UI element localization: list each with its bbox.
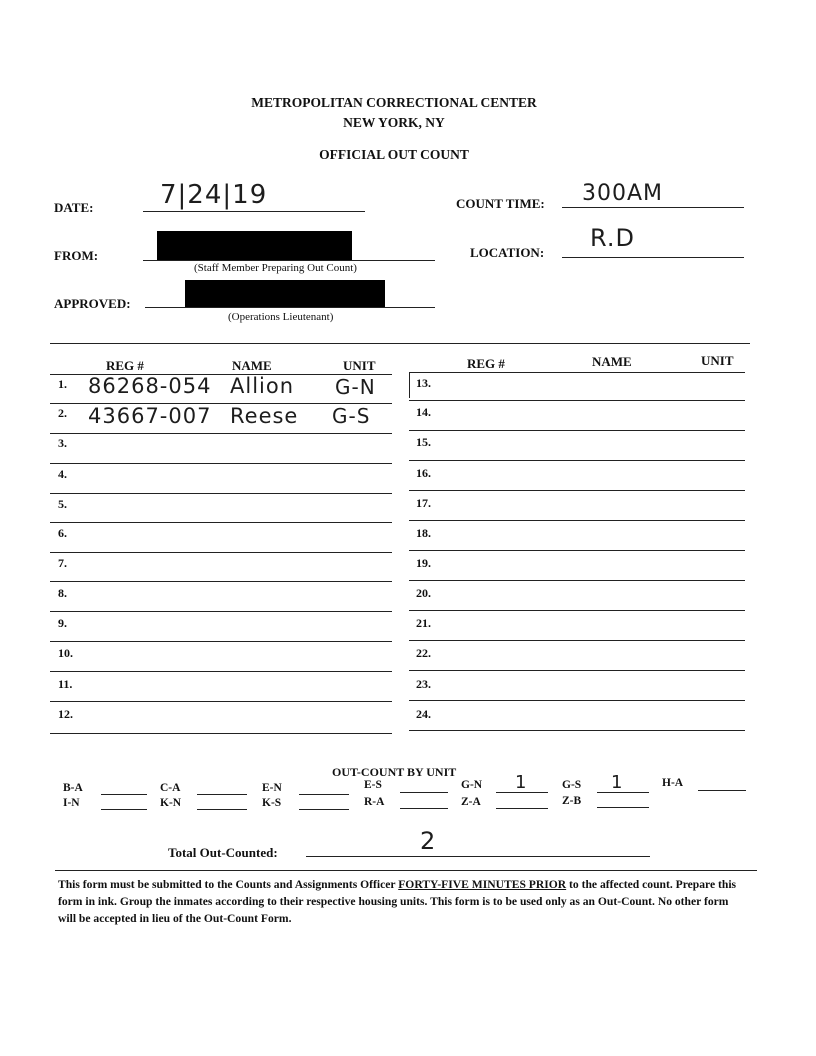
row-line [409,372,745,373]
row-line [409,460,745,461]
row-number: 6. [58,526,67,540]
unit-blank [597,792,649,793]
row-line [50,493,392,494]
redacted-staff-name [157,231,352,261]
unit-blank [197,794,247,795]
row-number: 2. [58,406,67,420]
row-line [50,522,392,523]
row-number: 5. [58,497,67,511]
unit-blank [299,794,349,795]
facility-city: NEW YORK, NY [343,115,445,130]
row-line [409,580,745,581]
outcount-title: OUT-COUNT BY UNIT [332,765,457,779]
total-line [306,856,650,857]
unit-header-left: UNIT [343,358,376,373]
row-line [409,610,745,611]
row-line [50,641,392,642]
unit-label: E-S [364,779,382,791]
row-line [409,400,745,401]
unit-blank [197,809,247,810]
count-time-label: COUNT TIME: [456,196,545,211]
row-line [409,490,745,491]
row-number: 22. [416,646,431,660]
row-line [409,550,745,551]
unit-blank [101,794,147,795]
location-value: R.D [590,224,635,252]
footer-text-2: to the affected count. Prepare this form in ink. Group the inmates according to their respective housing units. This form is to be used only as an Out-Count. No other form will be accepted in lieu of the Out-Count Form. [58,878,737,925]
row-number: 17. [416,496,431,510]
row-number: 19. [416,556,431,570]
unit-header-right: UNIT [701,353,734,368]
redacted-lieutenant-name [185,280,385,308]
row-number: 10. [58,646,73,660]
date-label: DATE: [54,200,94,215]
row-number: 11. [58,677,73,691]
unit-label: Z-B [562,795,582,807]
unit-label: I-N [63,797,80,809]
row-name: Reese [230,404,299,428]
unit-value: 1 [515,772,528,793]
row-line [50,463,392,464]
footer-rule [55,870,757,871]
unit-blank [496,792,548,793]
row-number: 23. [416,677,431,691]
approved-caption: (Operations Lieutenant) [228,311,334,323]
row-number: 14. [416,405,431,419]
unit-blank [400,792,448,793]
unit-label: E-N [262,782,282,794]
row-number: 12. [58,707,73,721]
row-line [50,671,392,672]
row-number: 18. [416,526,431,540]
unit-value: 1 [611,772,624,793]
from-caption: (Staff Member Preparing Out Count) [194,262,357,274]
unit-blank [299,809,349,810]
row-unit: G-S [332,404,371,428]
row-line [409,700,745,701]
facility-name: METROPOLITAN CORRECTIONAL CENTER [251,95,537,110]
unit-label: B-A [63,782,83,794]
row-number: 16. [416,466,431,480]
unit-label: Z-A [461,796,481,808]
row-number: 3. [58,436,67,450]
row-number: 15. [416,435,431,449]
right-column-edge [409,372,410,398]
unit-blank [698,790,746,791]
count-time-value: 300AM [582,181,664,206]
footer-text-1: This form must be submitted to the Counts and Assignments Officer [58,878,399,891]
row-line [409,670,745,671]
table-top-rule [50,343,750,344]
row-line [409,730,745,731]
date-value: 7|24|19 [160,180,268,210]
row-reg: 86268-054 [88,374,212,398]
unit-label: G-N [461,779,483,791]
name-header-right: NAME [592,354,632,369]
row-number: 7. [58,556,67,570]
unit-blank [496,808,548,809]
row-number: 13. [416,376,431,390]
unit-label: C-A [160,782,181,794]
form-title: OFFICIAL OUT COUNT [319,147,469,162]
row-unit: G-N [335,375,376,399]
unit-blank [400,808,448,809]
row-number: 8. [58,586,67,600]
unit-blank [597,807,649,808]
row-number: 24. [416,707,431,721]
unit-label: K-N [160,797,182,809]
unit-blank [101,809,147,810]
reg-header-right: REG # [467,356,505,371]
name-header-left: NAME [232,358,272,373]
count-time-line [562,207,744,208]
row-line [409,430,745,431]
unit-label: H-A [662,777,684,789]
row-line [50,701,392,702]
row-number: 20. [416,586,431,600]
row-line [50,581,392,582]
location-label: LOCATION: [470,245,545,260]
row-line [409,640,745,641]
row-number: 21. [416,616,431,630]
unit-label: R-A [364,796,385,808]
row-line [50,733,392,734]
reg-header-left: REG # [106,358,144,373]
unit-label: G-S [562,779,582,791]
footer-emphasis: FORTY-FIVE MINUTES PRIOR [398,878,567,891]
row-number: 1. [58,377,67,391]
total-value: 2 [420,827,437,855]
approved-line [145,307,435,308]
row-number: 9. [58,616,67,630]
row-line [50,433,392,434]
total-label: Total Out-Counted: [168,845,278,860]
location-line [562,257,744,258]
approved-label: APPROVED: [54,296,131,311]
footer-instructions [58,876,748,927]
from-line [143,260,435,261]
row-line [50,611,392,612]
unit-label: K-S [262,797,282,809]
row-reg: 43667-007 [88,404,212,428]
row-number: 4. [58,467,67,481]
row-line [50,552,392,553]
row-name: Allion [230,374,295,398]
from-label: FROM: [54,248,99,263]
date-line [143,211,365,212]
row-line [409,520,745,521]
